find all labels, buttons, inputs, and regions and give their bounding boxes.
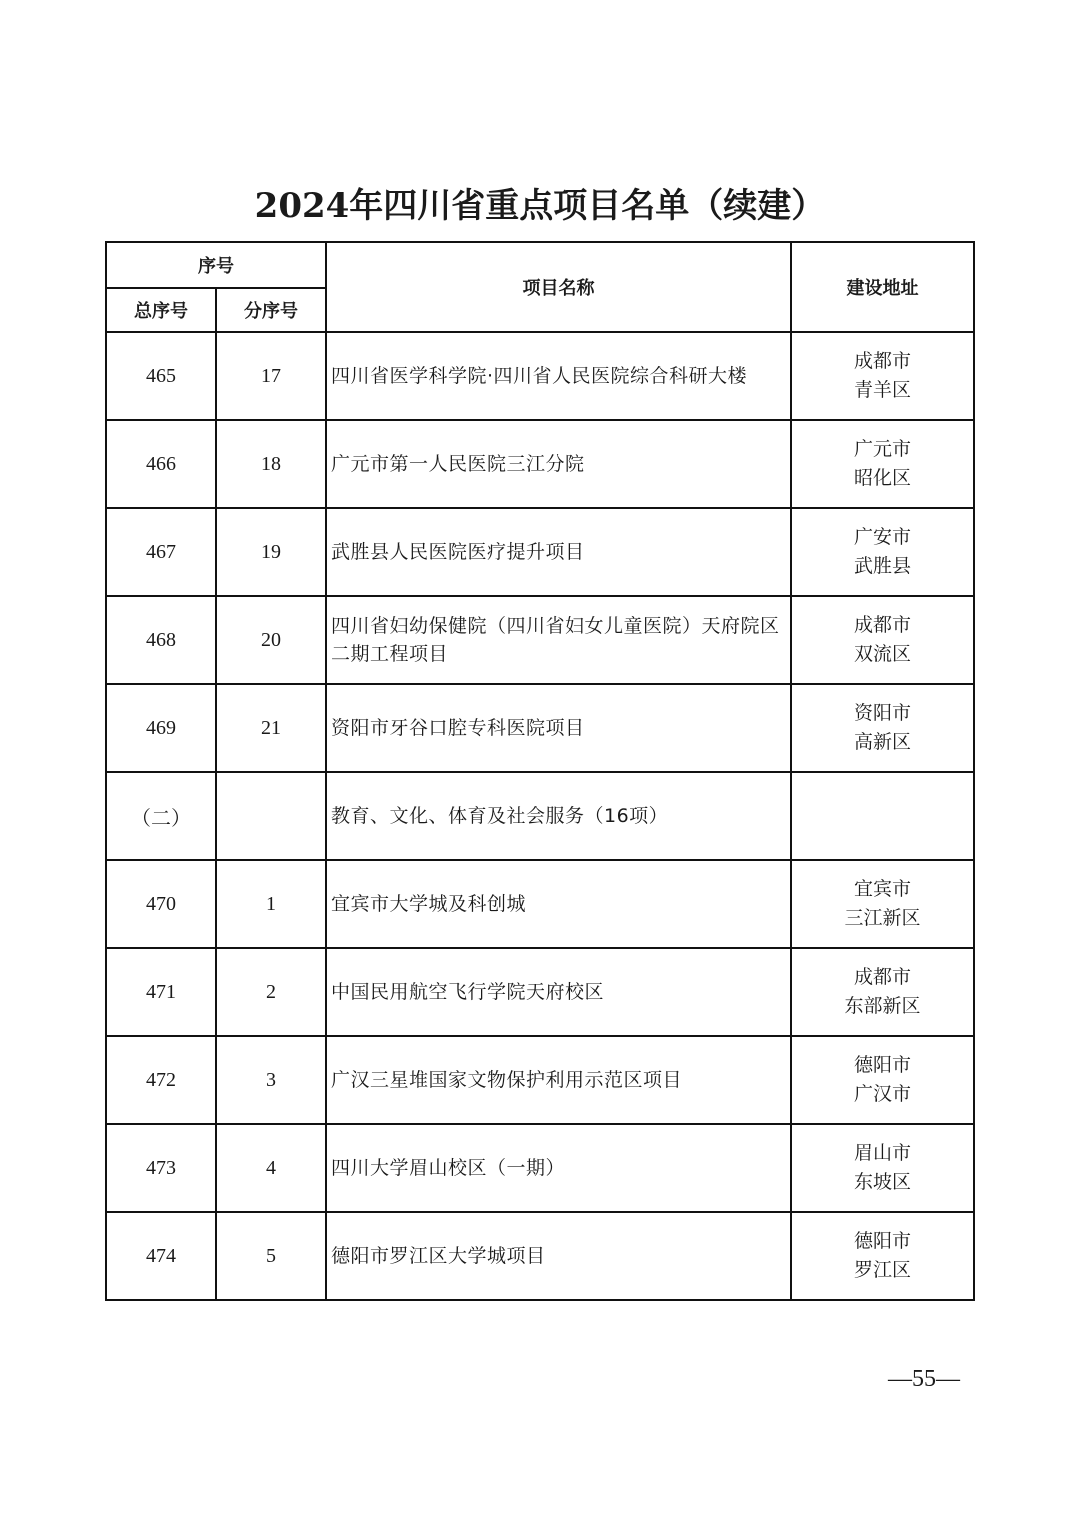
sub-seq-cell: 19 xyxy=(216,508,326,596)
project-name-cell: 武胜县人民医院医疗提升项目 xyxy=(326,508,791,596)
location-cell xyxy=(791,596,974,684)
sub-seq-cell: 4 xyxy=(216,1124,326,1212)
city: 宜宾市 xyxy=(853,878,911,900)
table-row xyxy=(106,1036,974,1124)
district: 东部新区 xyxy=(844,995,921,1017)
location-cell xyxy=(791,1124,974,1212)
total-seq-cell: 469 xyxy=(106,684,216,772)
section-number-cell: （二） xyxy=(106,772,216,860)
sub-seq-cell: 5 xyxy=(216,1212,326,1300)
project-name-cell: 四川省医学科学院·四川省人民医院综合科研大楼 xyxy=(326,332,791,420)
table-row xyxy=(106,684,974,772)
total-seq-cell: 470 xyxy=(106,860,216,948)
city: 资阳市 xyxy=(853,702,911,724)
total-seq-cell: 473 xyxy=(106,1124,216,1212)
header-sub-seq: 分序号 xyxy=(216,288,326,332)
table-row xyxy=(106,420,974,508)
district: 罗江区 xyxy=(853,1259,911,1281)
table-row xyxy=(106,1124,974,1212)
project-name-cell: 四川省妇幼保健院（四川省妇女儿童医院）天府院区二期工程项目 xyxy=(326,596,791,684)
sub-seq-cell xyxy=(216,772,326,860)
table-row xyxy=(106,508,974,596)
sub-seq-cell: 2 xyxy=(216,948,326,1036)
sub-seq-cell: 20 xyxy=(216,596,326,684)
city: 德阳市 xyxy=(853,1054,911,1076)
district: 昭化区 xyxy=(853,467,911,489)
table-row xyxy=(106,860,974,948)
header-seq-group: 序号 xyxy=(106,242,326,288)
header-project-name: 项目名称 xyxy=(326,242,791,332)
city: 成都市 xyxy=(853,350,911,372)
page-title: 2024年四川省重点项目名单（续建） xyxy=(254,186,826,226)
total-seq-cell: 472 xyxy=(106,1036,216,1124)
total-seq-cell: 474 xyxy=(106,1212,216,1300)
district: 东坡区 xyxy=(853,1171,911,1193)
city: 成都市 xyxy=(853,966,911,988)
location-cell xyxy=(791,1036,974,1124)
sub-seq-cell: 1 xyxy=(216,860,326,948)
city: 广元市 xyxy=(853,438,911,460)
header-location: 建设地址 xyxy=(791,242,974,332)
location-cell xyxy=(791,508,974,596)
sub-seq-cell: 21 xyxy=(216,684,326,772)
section-row xyxy=(106,772,974,860)
table-row xyxy=(106,948,974,1036)
district: 广汉市 xyxy=(853,1083,911,1105)
project-name-cell: 四川大学眉山校区（一期） xyxy=(326,1124,791,1212)
location-cell xyxy=(791,332,974,420)
page-number: —55— xyxy=(888,1366,960,1392)
city: 广安市 xyxy=(853,526,911,548)
district: 三江新区 xyxy=(844,907,921,929)
location-cell xyxy=(791,684,974,772)
table-row xyxy=(106,332,974,420)
project-name-cell: 宜宾市大学城及科创城 xyxy=(326,860,791,948)
section-title-cell: 教育、文化、体育及社会服务（16项） xyxy=(326,772,791,860)
location-cell xyxy=(791,860,974,948)
total-seq-cell: 471 xyxy=(106,948,216,1036)
table-row xyxy=(106,596,974,684)
total-seq-cell: 466 xyxy=(106,420,216,508)
location-cell xyxy=(791,948,974,1036)
district: 双流区 xyxy=(853,643,911,665)
project-name-cell: 德阳市罗江区大学城项目 xyxy=(326,1212,791,1300)
city: 成都市 xyxy=(853,614,911,636)
header-total-seq: 总序号 xyxy=(106,288,216,332)
project-name-cell: 广汉三星堆国家文物保护利用示范区项目 xyxy=(326,1036,791,1124)
location-cell xyxy=(791,420,974,508)
project-name-cell: 中国民用航空飞行学院天府校区 xyxy=(326,948,791,1036)
sub-seq-cell: 17 xyxy=(216,332,326,420)
city: 德阳市 xyxy=(853,1230,911,1252)
district: 武胜县 xyxy=(853,555,911,577)
project-name-cell: 资阳市牙谷口腔专科医院项目 xyxy=(326,684,791,772)
table-row xyxy=(106,1212,974,1300)
district: 高新区 xyxy=(853,731,911,753)
location-cell xyxy=(791,1212,974,1300)
sub-seq-cell: 3 xyxy=(216,1036,326,1124)
total-seq-cell: 468 xyxy=(106,596,216,684)
city: 眉山市 xyxy=(853,1142,911,1164)
sub-seq-cell: 18 xyxy=(216,420,326,508)
project-table xyxy=(105,241,975,1301)
total-seq-cell: 465 xyxy=(106,332,216,420)
district: 青羊区 xyxy=(853,379,911,401)
project-name-cell: 广元市第一人民医院三江分院 xyxy=(326,420,791,508)
total-seq-cell: 467 xyxy=(106,508,216,596)
location-cell xyxy=(791,772,974,860)
